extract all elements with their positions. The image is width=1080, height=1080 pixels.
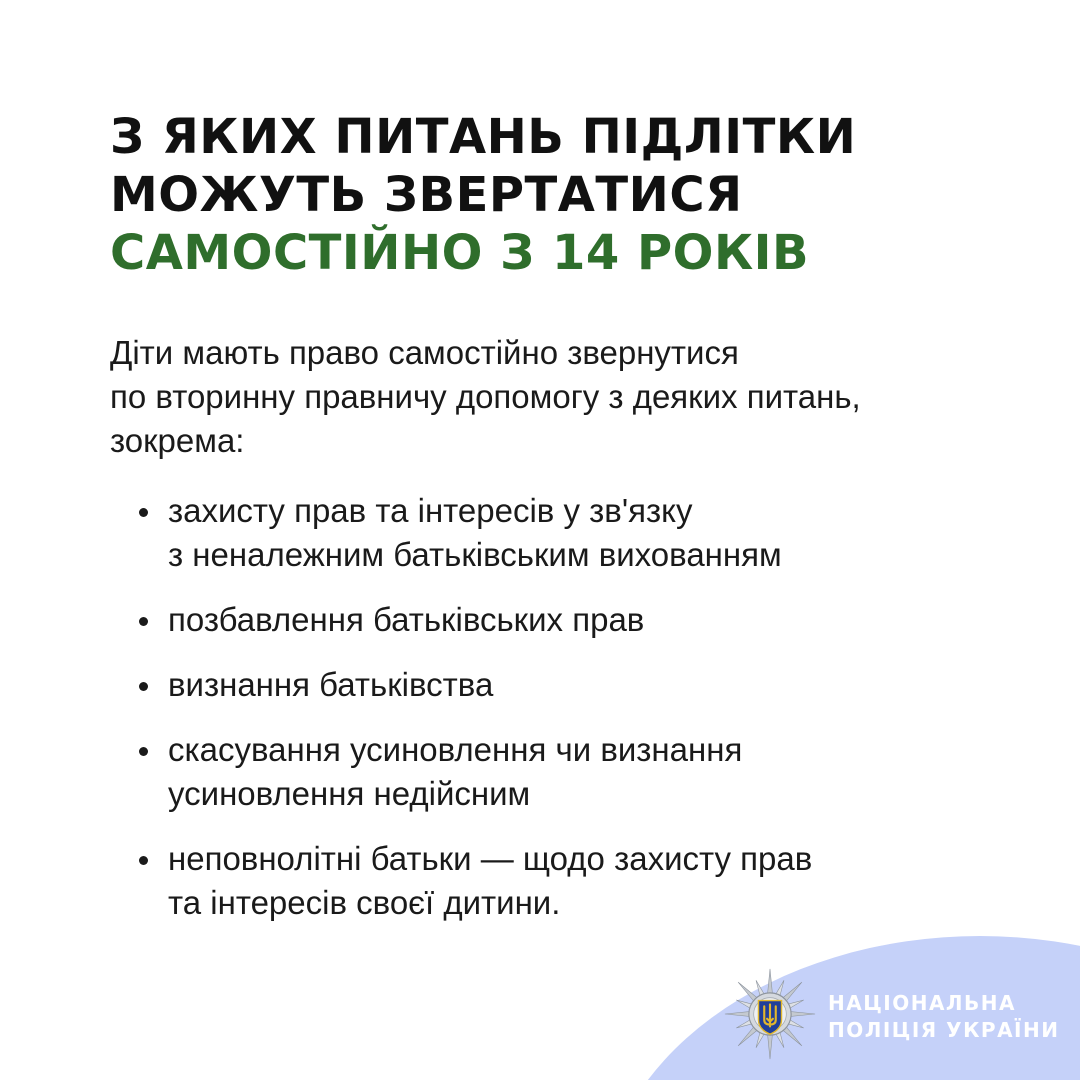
bullet-dot-icon (139, 508, 148, 517)
list-item (0, 663, 1080, 707)
brand-line-2: ПОЛІЦІЯ УКРАЇНИ (828, 1018, 1060, 1042)
list-item-line: скасування усиновлення чи визнання (168, 731, 743, 768)
title-line-2: МОЖУТЬ ЗВЕРТАТИСЯ (110, 167, 743, 223)
list-item-line: неповнолітні батьки — щодо захисту прав (168, 840, 813, 877)
list-item-line: позбавлення батьківських прав (168, 601, 645, 638)
intro-line-1: Діти мають право самостійно звернутися (110, 334, 739, 371)
brand-wordmark (828, 990, 1059, 1044)
brand-line-1: НАЦІОНАЛЬНА (828, 991, 1017, 1015)
title-line-1: З ЯКИХ ПИТАНЬ ПІДЛІТКИ (110, 109, 857, 165)
list-item-line: усиновлення недійсним (168, 775, 531, 812)
bullet-list (0, 489, 1080, 946)
police-star-trident-icon (722, 966, 818, 1062)
list-item (0, 837, 1080, 925)
intro-line-3: зокрема: (110, 422, 245, 459)
list-item-line: з неналежним батьківським вихованням (168, 536, 782, 573)
title-line-3-accent: САМОСТІЙНО З 14 РОКІВ (110, 225, 810, 281)
list-item-line: захисту прав та інтересів у зв'язку (168, 492, 693, 529)
list-item (0, 598, 1080, 642)
bullet-dot-icon (139, 747, 148, 756)
bullet-dot-icon (139, 617, 148, 626)
intro-paragraph (110, 331, 1010, 463)
list-item (0, 728, 1080, 816)
list-item (0, 489, 1080, 577)
bullet-dot-icon (139, 856, 148, 865)
list-item-line: визнання батьківства (168, 666, 494, 703)
page-title (110, 108, 1010, 282)
list-item-line: та інтересів своєї дитини. (168, 884, 561, 921)
intro-line-2: по вторинну правничу допомогу з деяких питань, (110, 378, 861, 415)
bullet-dot-icon (139, 682, 148, 691)
